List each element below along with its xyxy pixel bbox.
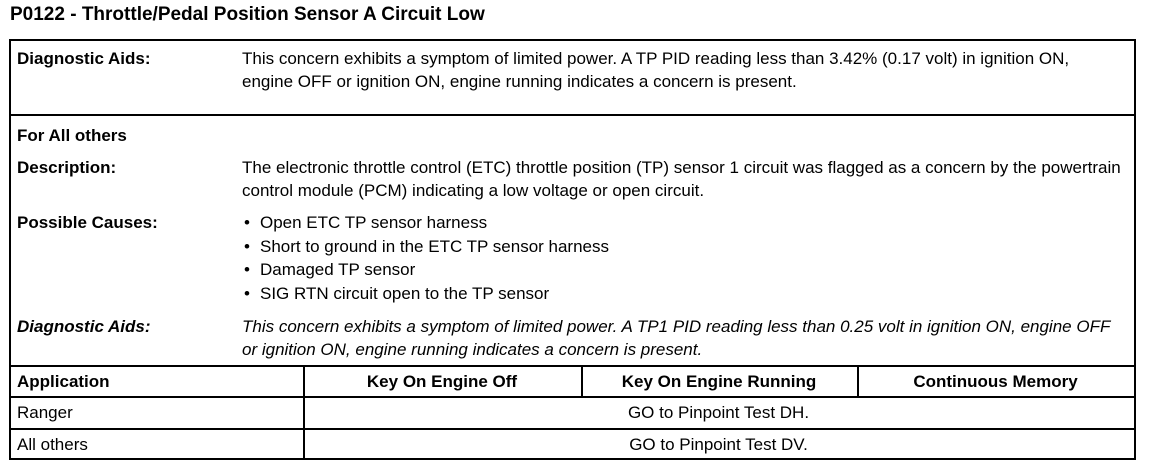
cause-item: • Open ETC TP sensor harness [242, 211, 609, 235]
diagnostic-aids-text-2-content: This concern exhibits a symptom of limited power. A TP1 PID reading less than 0.25 volt in ignition ON, engine OFF or ignition ON, engine running indicates a concern is present. [242, 317, 1111, 359]
header-application: Application [17, 372, 110, 391]
header-continuous-memory: Continuous Memory [913, 372, 1078, 391]
cause-item: • Short to ground in the ETC TP sensor harness [242, 235, 609, 259]
table-row-border [11, 428, 1134, 430]
diagnostic-aids-text-1: This concern exhibits a symptom of limited power. A TP PID reading less than 3.42% (0.17 volt) in ignition ON, engine OFF or ignition ON, engine running indicates a concern is present. [242, 49, 1070, 91]
possible-causes-label: Possible Causes: [17, 213, 158, 232]
cause-item: • SIG RTN circuit open to the TP sensor [242, 282, 609, 306]
cause-item: • Damaged TP sensor [242, 258, 609, 282]
description-text: The electronic throttle control (ETC) throttle position (TP) sensor 1 circuit was flagged as a concern by the powertrain control module (PCM) indicating a low voltage or open circuit. [242, 158, 1121, 200]
table-row-action: GO to Pinpoint Test DH. [627, 403, 810, 422]
table-row-action: GO to Pinpoint Test DV. [629, 435, 808, 454]
description-label: Description: [17, 158, 117, 177]
diagnostic-aids-label-2: Diagnostic Aids: [17, 317, 151, 336]
table-top-border [11, 365, 1134, 367]
diagnostic-frame [9, 39, 1136, 460]
divider-1 [11, 114, 1134, 116]
diagnostic-aids-text-2 [242, 315, 1122, 361]
table-row-application: Ranger [17, 403, 73, 422]
diagnostic-aids-label-1: Diagnostic Aids: [17, 49, 151, 68]
header-key-on-engine-off: Key On Engine Off [366, 372, 518, 391]
table-header-border [11, 396, 1134, 398]
table-row-application: All others [17, 435, 88, 454]
page-title: P0122 - Throttle/Pedal Position Sensor A Circuit Low [10, 4, 485, 25]
header-key-on-engine-running: Key On Engine Running [621, 372, 817, 391]
for-all-others-heading: For All others [17, 126, 127, 145]
possible-causes-list [242, 211, 609, 305]
